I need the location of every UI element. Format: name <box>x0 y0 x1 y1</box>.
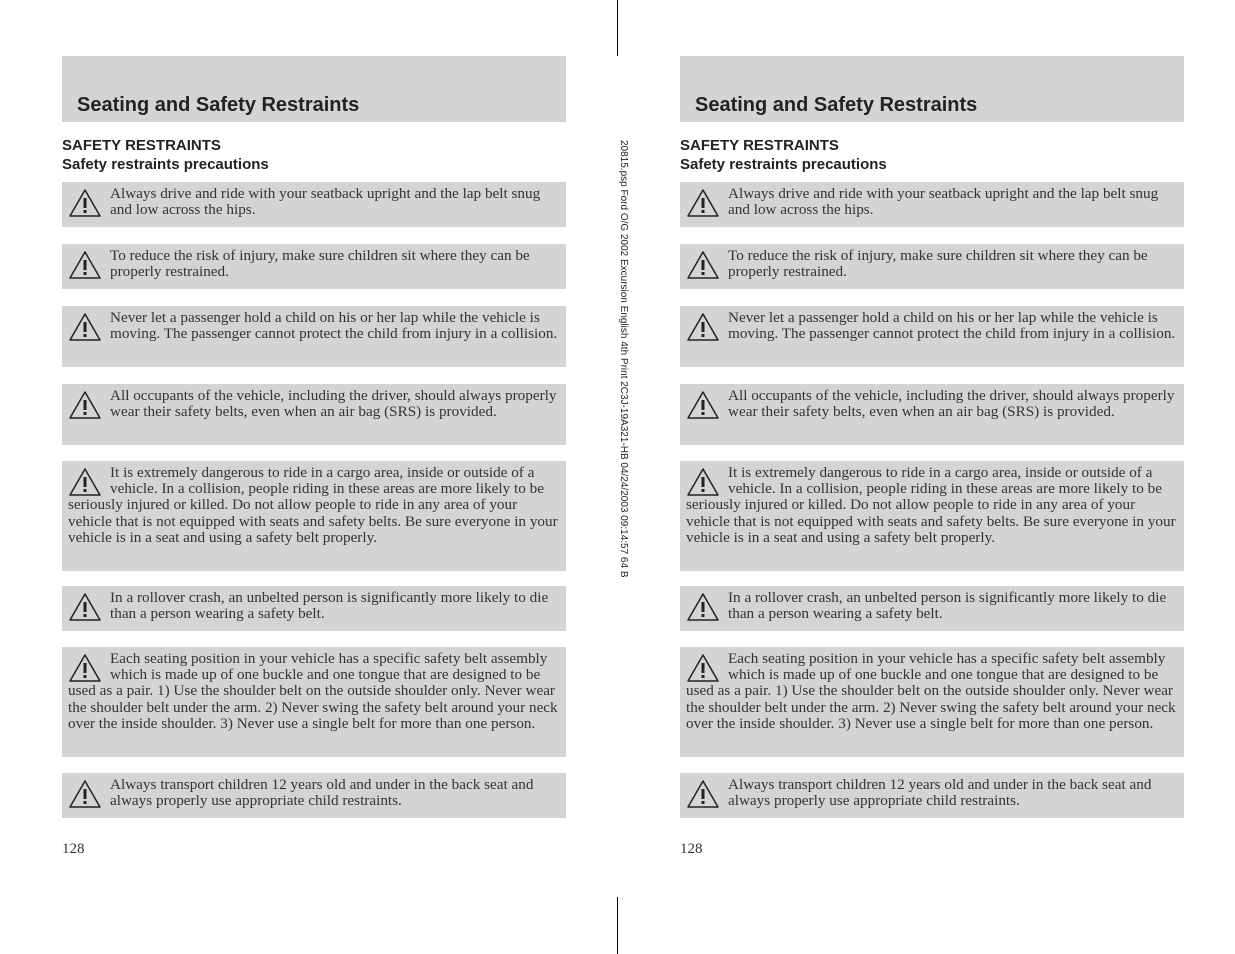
warning-text: Never let a passenger hold a child on his or her lap while the vehicle is moving. The passenger cannot protect the child from injury in a collision. <box>110 309 558 343</box>
warning-box <box>62 182 566 227</box>
warning-text: In a rollover crash, an unbelted person is significantly more likely to die than a person wearing a safety belt. <box>110 589 549 623</box>
warning-triangle-icon <box>68 467 102 497</box>
warning-triangle-icon <box>68 250 102 280</box>
warning-triangle-icon <box>686 312 720 342</box>
warning-triangle-icon <box>68 312 102 342</box>
warning-box <box>62 306 566 367</box>
warning-box <box>680 461 1184 571</box>
warning-triangle-icon <box>68 592 102 622</box>
warning-text: It is extremely dangerous to ride in a cargo area, inside or outside of a vehicle. In a collision, people riding in these areas are more likely to be seriously injured or killed. Do not allow people to ride in any area of your vehicle that is not equipped with seats and safety belts. Be sure everyone in your vehicle is in a seat and using a safety belt properly. <box>68 464 558 546</box>
warning-box <box>62 773 566 818</box>
warning-triangle-icon <box>68 390 102 420</box>
warning-text: All occupants of the vehicle, including the driver, should always properly wear their safety belts, even when an air bag (SRS) is provided. <box>110 387 557 421</box>
warning-triangle-icon <box>686 467 720 497</box>
warning-box <box>62 586 566 631</box>
warning-triangle-icon <box>686 653 720 683</box>
warning-box <box>62 244 566 289</box>
warning-text: Never let a passenger hold a child on his or her lap while the vehicle is moving. The passenger cannot protect the child from injury in a collision. <box>728 309 1176 343</box>
section-title: SAFETY RESTRAINTS <box>680 137 839 154</box>
warning-text: In a rollover crash, an unbelted person is significantly more likely to die than a person wearing a safety belt. <box>728 589 1167 623</box>
section-title: SAFETY RESTRAINTS <box>62 137 221 154</box>
warning-text: Always drive and ride with your seatback upright and the lap belt snug and low across the hips. <box>110 185 541 219</box>
warning-box <box>680 306 1184 367</box>
warning-box <box>62 384 566 445</box>
warning-text: It is extremely dangerous to ride in a cargo area, inside or outside of a vehicle. In a collision, people riding in these areas are more likely to be seriously injured or killed. Do not allow people to ride in any area of your vehicle that is not equipped with seats and safety belts. Be sure everyone in your vehicle is in a seat and using a safety belt properly. <box>686 464 1176 546</box>
crop-mark-bottom <box>617 897 618 954</box>
warning-text: To reduce the risk of injury, make sure children sit where they can be properly restrained. <box>728 247 1148 281</box>
warning-box <box>62 461 566 571</box>
page-header <box>62 56 566 122</box>
section-subtitle: Safety restraints precautions <box>62 156 269 173</box>
warning-text: Always transport children 12 years old and under in the back seat and always properly use appropriate child restraints. <box>728 776 1152 810</box>
warning-triangle-icon <box>68 779 102 809</box>
warning-triangle-icon <box>68 188 102 218</box>
warning-box <box>680 244 1184 289</box>
warning-triangle-icon <box>686 779 720 809</box>
warning-triangle-icon <box>68 653 102 683</box>
page-title: Seating and Safety Restraints <box>695 94 978 116</box>
warning-text: To reduce the risk of injury, make sure children sit where they can be properly restrained. <box>110 247 530 281</box>
warning-box <box>680 384 1184 445</box>
warning-text: All occupants of the vehicle, including the driver, should always properly wear their safety belts, even when an air bag (SRS) is provided. <box>728 387 1175 421</box>
warning-box <box>680 647 1184 757</box>
warning-box <box>680 182 1184 227</box>
warning-triangle-icon <box>686 592 720 622</box>
page-number: 128 <box>680 841 703 857</box>
warning-triangle-icon <box>686 390 720 420</box>
crop-mark-top <box>617 0 618 56</box>
warning-text: Always transport children 12 years old and under in the back seat and always properly use appropriate child restraints. <box>110 776 534 810</box>
warning-triangle-icon <box>686 250 720 280</box>
warning-box <box>680 586 1184 631</box>
page-number: 128 <box>62 841 85 857</box>
page-title: Seating and Safety Restraints <box>77 94 360 116</box>
print-slug: 20815.psp Ford O/G 2002 Excursion English 4th Print 2C3J-19A321-HB 04/24/2003 09:14:57 64 B <box>618 140 629 578</box>
warning-text: Each seating position in your vehicle has a specific safety belt assembly which is made up of one buckle and one tongue that are designed to be used as a pair. 1) Use the shoulder belt on the outside shoulder only. Never wear the shoulder belt under the arm. 2) Never swing the safety belt around your neck over the inside shoulder. 3) Never use a single belt for more than one person. <box>686 650 1176 732</box>
page-header <box>680 56 1184 122</box>
warning-text: Each seating position in your vehicle has a specific safety belt assembly which is made up of one buckle and one tongue that are designed to be used as a pair. 1) Use the shoulder belt on the outside shoulder only. Never wear the shoulder belt under the arm. 2) Never swing the safety belt around your neck over the inside shoulder. 3) Never use a single belt for more than one person. <box>68 650 558 732</box>
section-subtitle: Safety restraints precautions <box>680 156 887 173</box>
warning-box <box>62 647 566 757</box>
warning-box <box>680 773 1184 818</box>
warning-text: Always drive and ride with your seatback upright and the lap belt snug and low across the hips. <box>728 185 1159 219</box>
warning-triangle-icon <box>686 188 720 218</box>
